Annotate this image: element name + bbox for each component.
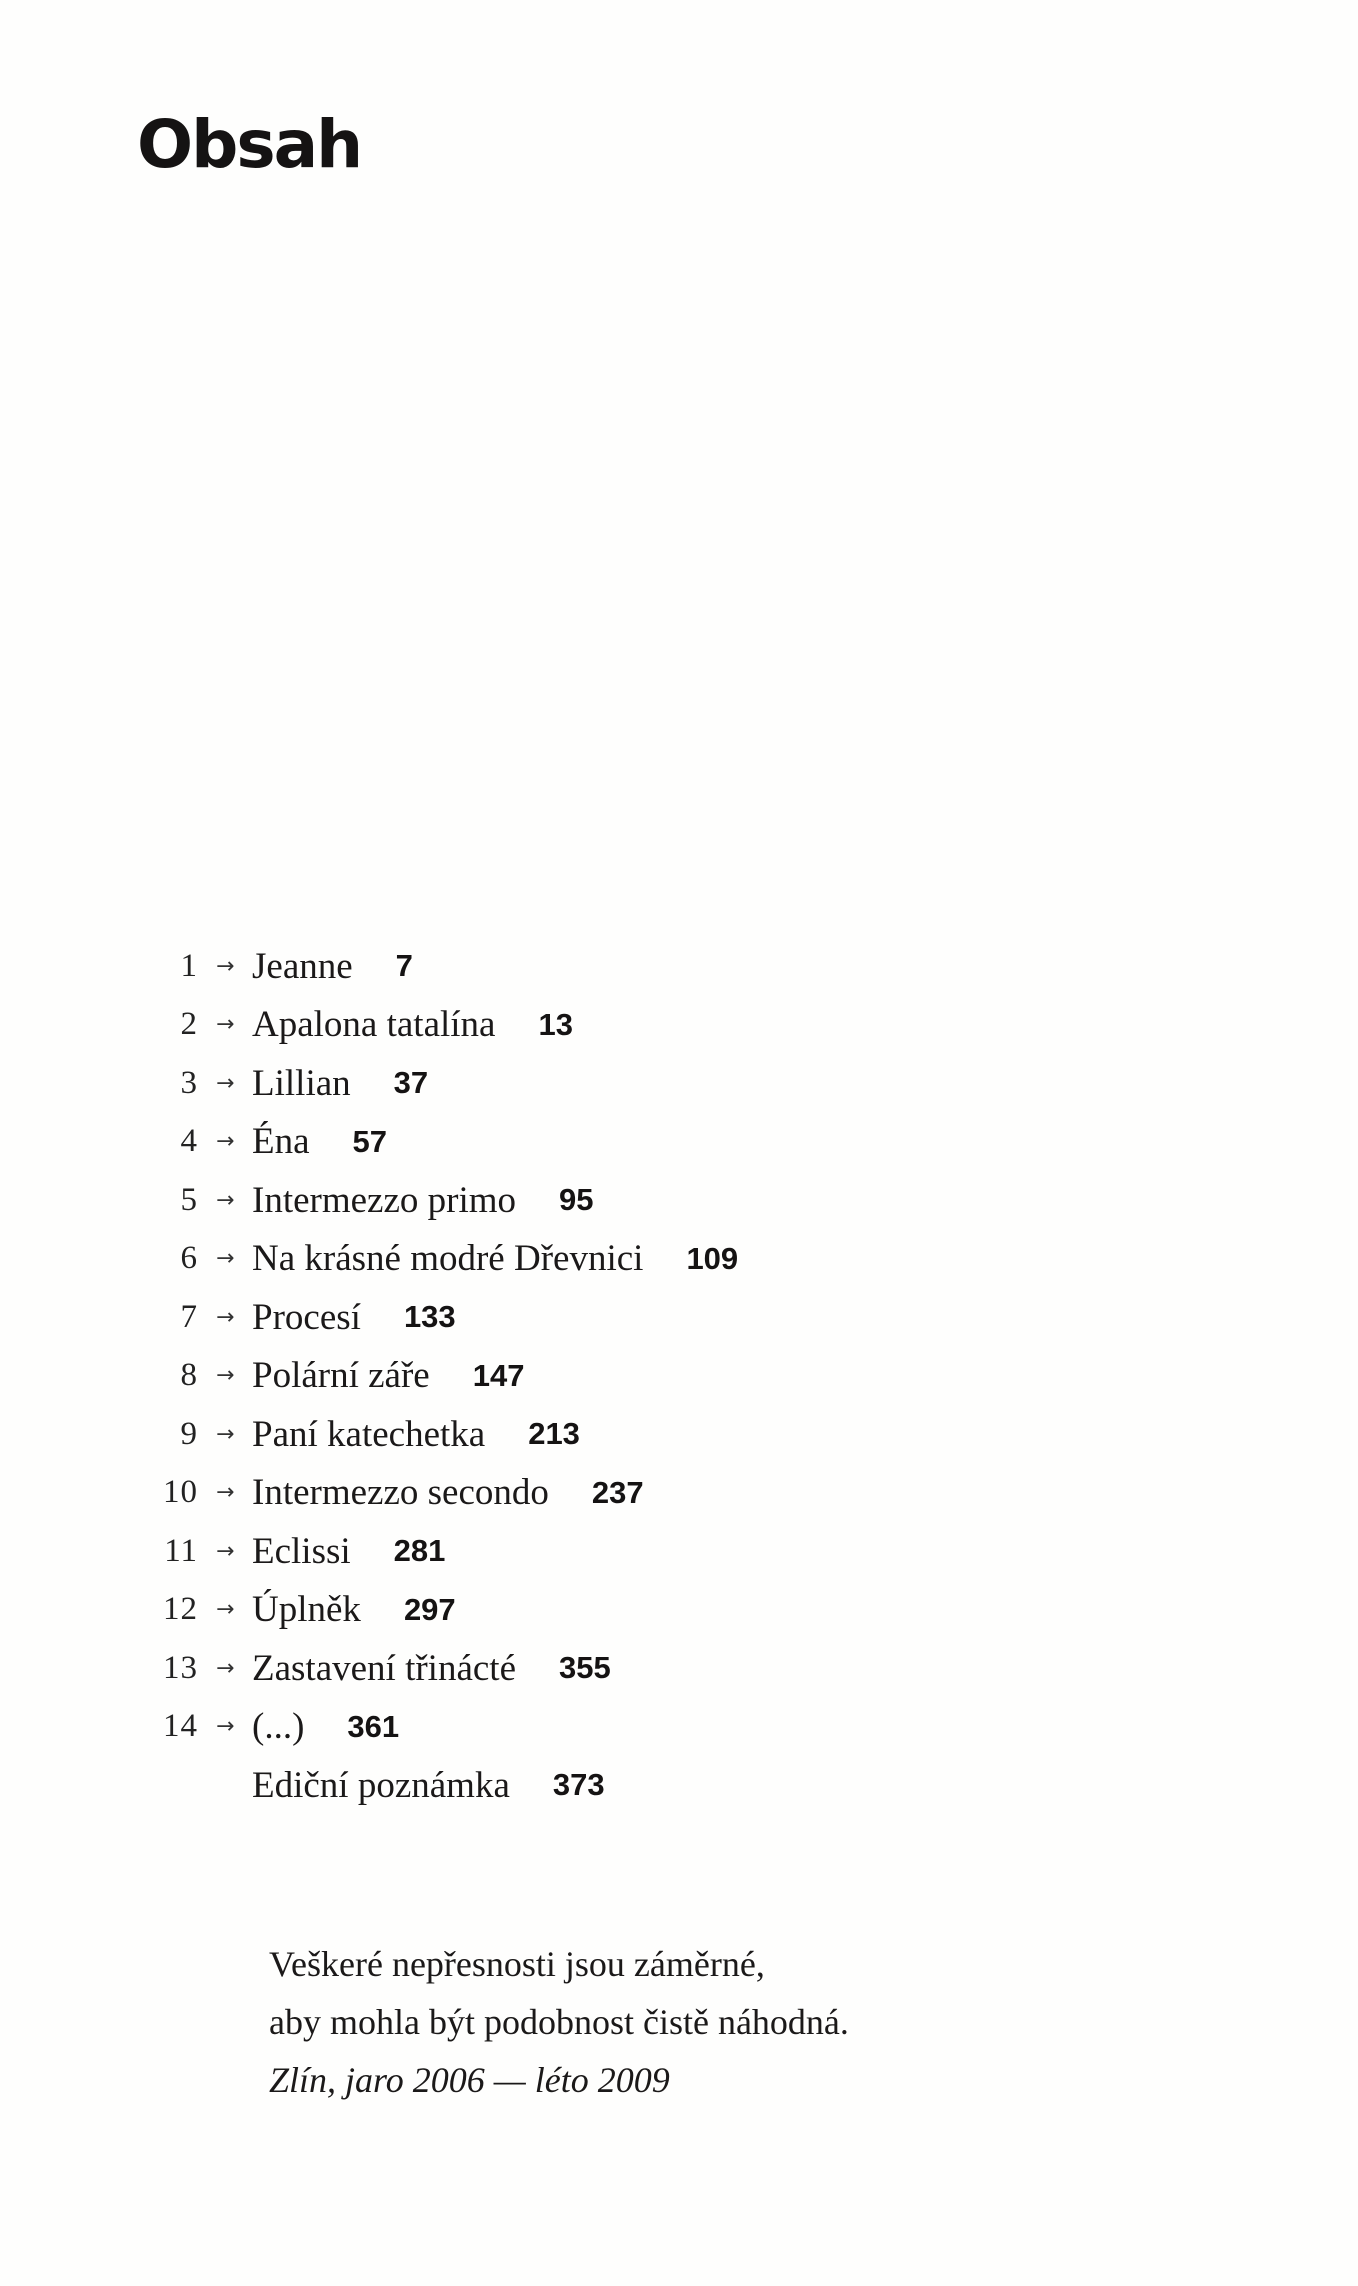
arrow-right-icon: →: [216, 1187, 235, 1213]
page-number: 95: [559, 1182, 594, 1218]
arrow-right-icon: →: [216, 1538, 235, 1564]
toc-entry-10[interactable]: [140, 1464, 738, 1523]
toc-entry-1[interactable]: [140, 937, 738, 996]
chapter-number: 12: [163, 1591, 198, 1628]
chapter-number: 9: [180, 1415, 198, 1452]
toc-entry-4[interactable]: [140, 1113, 738, 1172]
chapter-title: Intermezzo primo: [252, 1179, 517, 1221]
arrow-right-icon: →: [216, 1421, 235, 1447]
page-number: 213: [528, 1416, 580, 1452]
chapter-number: 6: [180, 1240, 198, 1277]
toc-entry-9[interactable]: [140, 1405, 738, 1464]
toc-entry-5[interactable]: [140, 1171, 738, 1230]
toc-entry-3[interactable]: [140, 1054, 738, 1113]
toc-entry-7[interactable]: [140, 1288, 738, 1347]
chapter-number: 13: [163, 1649, 198, 1686]
chapter-number: 14: [163, 1708, 198, 1745]
page-number: 37: [393, 1065, 429, 1101]
arrow-right-icon: →: [216, 1246, 235, 1272]
arrow-right-icon: →: [216, 1070, 235, 1096]
page-title: Obsah: [137, 106, 362, 183]
chapter-number: 1: [180, 947, 198, 984]
disclaimer-line: aby mohla být podobnost čistě náhodná.: [269, 2002, 849, 2042]
arrow-right-icon: →: [216, 1597, 235, 1623]
chapter-title: Jeanne: [252, 945, 353, 987]
chapter-number: 3: [180, 1064, 198, 1101]
arrow-right-icon: →: [216, 1480, 235, 1506]
page-number: 361: [347, 1708, 400, 1744]
page-number: 237: [591, 1474, 644, 1510]
toc-entry-12[interactable]: [140, 1581, 738, 1640]
arrow-right-icon: →: [216, 1655, 235, 1681]
chapter-number: 7: [180, 1298, 198, 1335]
page-number: 297: [403, 1591, 456, 1627]
page-number: 133: [403, 1299, 456, 1335]
toc-entry-11[interactable]: [140, 1522, 738, 1581]
page-number: 109: [686, 1240, 739, 1276]
page-number: 281: [393, 1533, 446, 1569]
arrow-right-icon: →: [216, 953, 235, 979]
chapter-title: (...): [252, 1706, 305, 1748]
chapter-title: Eclissi: [252, 1530, 351, 1572]
chapter-title: Lillian: [252, 1062, 351, 1104]
toc-entry-editorial-note[interactable]: [140, 1756, 738, 1815]
place-date: Zlín, jaro 2006 — léto 2009: [269, 2060, 670, 2100]
chapter-number: 4: [180, 1123, 198, 1160]
toc-entry-13[interactable]: [140, 1639, 738, 1698]
page-number: 373: [552, 1767, 605, 1803]
toc-entry-6[interactable]: [140, 1230, 738, 1289]
arrow-right-icon: →: [216, 1714, 235, 1740]
chapter-number: 11: [164, 1532, 198, 1569]
toc-entry-8[interactable]: [140, 1347, 738, 1406]
chapter-title: Intermezzo secondo: [252, 1472, 549, 1514]
arrow-right-icon: →: [216, 1363, 235, 1389]
toc-entry-14[interactable]: [140, 1698, 738, 1757]
chapter-title: Éna: [252, 1121, 310, 1163]
chapter-title: Ediční poznámka: [252, 1764, 510, 1806]
toc-entry-2[interactable]: [140, 996, 738, 1055]
chapter-title: Úplněk: [252, 1589, 361, 1631]
chapter-title: Na krásné modré Dřevnici: [252, 1238, 644, 1280]
page-number: 147: [472, 1357, 525, 1393]
chapter-number: 10: [163, 1474, 198, 1511]
disclaimer: [269, 1935, 849, 2109]
page-number: 7: [395, 948, 413, 984]
chapter-title: Polární záře: [252, 1355, 430, 1397]
chapter-number: 8: [180, 1357, 198, 1394]
chapter-title: Paní katechetka: [252, 1413, 486, 1455]
chapter-number: 2: [180, 1006, 198, 1043]
page-number: 57: [352, 1123, 388, 1159]
chapter-title: Zastavení třinácté: [252, 1647, 517, 1689]
page-number: 355: [559, 1650, 611, 1686]
chapter-number: 5: [180, 1181, 198, 1218]
page-number: 13: [538, 1006, 573, 1042]
table-of-contents: [140, 937, 738, 1815]
chapter-title: Procesí: [252, 1296, 361, 1338]
arrow-right-icon: →: [216, 1304, 235, 1330]
chapter-title: Apalona tatalína: [252, 1004, 496, 1046]
arrow-right-icon: →: [216, 1129, 235, 1155]
arrow-right-icon: →: [216, 1012, 235, 1038]
disclaimer-line: Veškeré nepřesnosti jsou záměrné,: [269, 1944, 765, 1984]
